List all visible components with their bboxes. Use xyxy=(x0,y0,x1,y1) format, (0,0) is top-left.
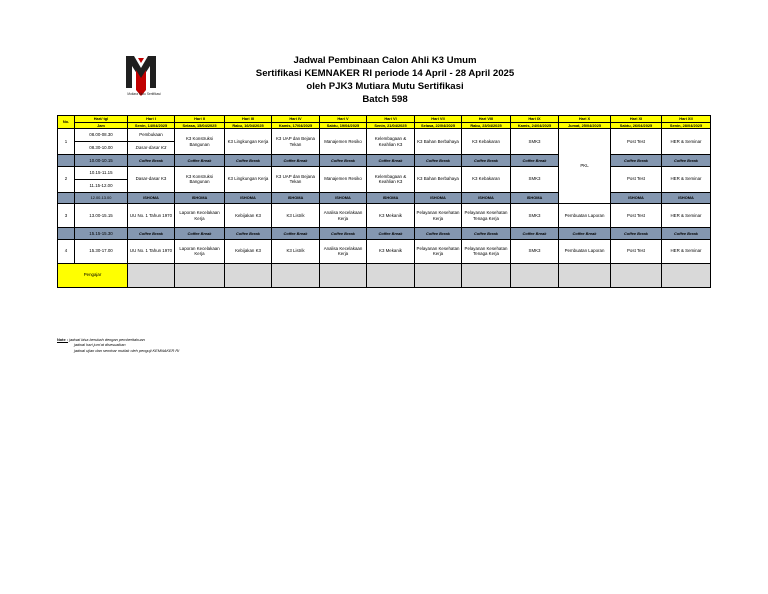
pengajar-row xyxy=(58,263,711,287)
break-cell: Coffee Break xyxy=(415,155,462,167)
note-section xyxy=(57,337,179,353)
break-cell: Coffee Break xyxy=(611,155,662,167)
schedule-cell: K3 Listrik xyxy=(272,239,320,263)
schedule-cell: K3 Kebakaran xyxy=(462,166,511,192)
day-header: Hari VI xyxy=(367,116,415,123)
schedule-cell: K3 Lingkungan Kerja xyxy=(225,166,272,192)
break-cell: Coffee Break xyxy=(662,228,711,240)
break-cell: Coffee Break xyxy=(462,228,511,240)
title-line-2: Sertifikasi KEMNAKER RI periode 14 April - 28 April 2025 xyxy=(255,68,515,79)
pkl-cell: PKL xyxy=(559,129,611,204)
pengajar-cell xyxy=(175,263,225,287)
schedule-cell: HER & Seminar xyxy=(662,166,711,192)
schedule-cell: Analisa Kecelakaan Kerja xyxy=(320,204,367,228)
ishoma-row xyxy=(58,192,711,204)
row-number: 1 xyxy=(58,129,75,155)
break-cell: Coffee Break xyxy=(128,155,175,167)
schedule-cell: UU No. 1 Tahun 1970 xyxy=(128,204,175,228)
pengajar-cell xyxy=(559,263,611,287)
schedule-cell: Post Test xyxy=(611,129,662,155)
schedule-cell: Kebijakan K3 xyxy=(225,204,272,228)
pengajar-cell xyxy=(415,263,462,287)
schedule-cell: Post Test xyxy=(611,166,662,192)
date-header: Sabtu, 26/04/2025 xyxy=(611,122,662,129)
schedule-cell: K3 Kebakaran xyxy=(462,129,511,155)
ishoma-cell: ISHOMA xyxy=(462,192,511,204)
pengajar-cell xyxy=(272,263,320,287)
note-line: jadwal bisa berubah dengan pemberitahuan xyxy=(69,337,145,342)
schedule-cell: K3 Mekanik xyxy=(367,239,415,263)
schedule-cell: Pembukaan xyxy=(128,129,175,142)
break-row xyxy=(58,155,711,167)
ishoma-cell: ISHOMA xyxy=(415,192,462,204)
schedule-cell: SMK3 xyxy=(511,129,559,155)
title-line-3: oleh PJK3 Mutiara Mutu Sertifikasi xyxy=(306,81,464,92)
pengajar-label: Pengajar xyxy=(58,263,128,287)
break-cell: Coffee Break xyxy=(175,155,225,167)
time-cell: 08.00-08.30 xyxy=(75,129,128,142)
schedule-cell: HER & Seminar xyxy=(662,204,711,228)
schedule-cell: Laporan Kecelakaan Kerja xyxy=(175,239,225,263)
row-number: 2 xyxy=(58,166,75,192)
schedule-cell: Pelayanan Kesehatan Tenaga Kerja xyxy=(462,239,511,263)
empty-cell xyxy=(58,155,75,167)
schedule-table xyxy=(57,115,711,288)
session-row xyxy=(58,204,711,228)
schedule-cell: HER & Seminar xyxy=(662,239,711,263)
row-number: 4 xyxy=(58,239,75,263)
day-header: Hari III xyxy=(225,116,272,123)
jam-header: Jam xyxy=(75,122,128,129)
hari-header: Hari/ tgl xyxy=(75,116,128,123)
document-title xyxy=(220,54,550,106)
schedule-cell: Manajemen Resiko xyxy=(320,129,367,155)
ishoma-cell: ISHOMA xyxy=(128,192,175,204)
break-cell: Coffee Break xyxy=(320,228,367,240)
date-header: Kamis, 17/04/2025 xyxy=(272,122,320,129)
date-header: Kamis, 24/04/2025 xyxy=(511,122,559,129)
break-cell: Coffee Break xyxy=(225,228,272,240)
note-line: jadwal hari jum'at disesuaikan xyxy=(74,342,126,348)
schedule-cell: Pelayanan Kesehatan Kerja xyxy=(415,204,462,228)
time-cell: 10.15-11.15 xyxy=(75,166,128,179)
break-cell: Coffee Break xyxy=(320,155,367,167)
ishoma-cell: ISHOMA xyxy=(611,192,662,204)
schedule-cell: K3 Bahan Berbahaya xyxy=(415,129,462,155)
break-cell: Coffee Break xyxy=(511,155,559,167)
schedule-cell: Post Test xyxy=(611,204,662,228)
day-header: Hari V xyxy=(320,116,367,123)
break-cell: Coffee Break xyxy=(611,228,662,240)
schedule-cell: Pembuatan Laporan xyxy=(559,204,611,228)
schedule-cell: Manajemen Resiko xyxy=(320,166,367,192)
schedule-cell: K3 Konstruksi Bangunan xyxy=(175,129,225,155)
session-row xyxy=(58,129,711,142)
schedule-cell: Kelembagaan & Keahlian K3 xyxy=(367,166,415,192)
schedule-cell: Laporan Kecelakaan Kerja xyxy=(175,204,225,228)
ishoma-cell: ISHOMA xyxy=(272,192,320,204)
pengajar-cell xyxy=(611,263,662,287)
schedule-cell: HER & Seminar xyxy=(662,129,711,155)
break-row xyxy=(58,228,711,240)
date-header: Rabu, 16/04/2025 xyxy=(225,122,272,129)
time-cell: 15.15-15.30 xyxy=(75,228,128,240)
break-cell: Coffee Break xyxy=(128,228,175,240)
break-cell: Coffee Break xyxy=(662,155,711,167)
schedule-cell: Pelayanan Kesehatan Tenaga Kerja xyxy=(462,204,511,228)
date-header: Senin, 21/04/2025 xyxy=(367,122,415,129)
brand-name: Mutiara Mutu Sertifikasi xyxy=(127,92,161,96)
day-header: Hari XI xyxy=(611,116,662,123)
schedule-cell: Kelembagaan & Keahlian K3 xyxy=(367,129,415,155)
pengajar-cell xyxy=(320,263,367,287)
day-header: Hari XII xyxy=(662,116,711,123)
schedule-cell: Analisa Kecelakaan Kerja xyxy=(320,239,367,263)
schedule-cell: K3 Lingkungan Kerja xyxy=(225,129,272,155)
pengajar-cell xyxy=(128,263,175,287)
break-cell: Coffee Break xyxy=(367,228,415,240)
time-cell: 11.15-12.00 xyxy=(75,179,128,192)
ishoma-cell: ISHOMA xyxy=(511,192,559,204)
break-cell: Coffee Break xyxy=(367,155,415,167)
pengajar-cell xyxy=(662,263,711,287)
date-header: Senin, 14/04/2025 xyxy=(128,122,175,129)
break-cell: Coffee Break xyxy=(272,228,320,240)
title-line-1: Jadwal Pembinaan Calon Ahli K3 Umum xyxy=(293,55,477,66)
date-header: Selasa, 22/04/2025 xyxy=(415,122,462,129)
empty-cell xyxy=(58,192,75,204)
schedule-cell: Pelayanan Kesehatan Kerja xyxy=(415,239,462,263)
ishoma-cell: ISHOMA xyxy=(320,192,367,204)
ishoma-cell: ISHOMA xyxy=(225,192,272,204)
break-cell: Coffee Break xyxy=(559,228,611,240)
schedule-cell: SMK3 xyxy=(511,239,559,263)
date-header: Sabtu, 19/04/2025 xyxy=(320,122,367,129)
time-cell: 15.30-17.00 xyxy=(75,239,128,263)
empty-cell xyxy=(58,228,75,240)
schedule-cell: UU No. 1 Tahun 1970 xyxy=(128,239,175,263)
date-header: Senin, 28/04/2025 xyxy=(662,122,711,129)
day-header: Hari X xyxy=(559,116,611,123)
break-cell: Coffee Break xyxy=(175,228,225,240)
note-line: jadwal ujian dan seminar mutlak oleh penguji KEMNAKER RI xyxy=(74,347,180,353)
date-header: Rabu, 23/04/2025 xyxy=(462,122,511,129)
schedule-cell: SMK3 xyxy=(511,166,559,192)
session-row xyxy=(58,166,711,179)
schedule-cell: Kebijakan K3 xyxy=(225,239,272,263)
schedule-cell: K3 Listrik xyxy=(272,204,320,228)
time-cell: 13.00-15.15 xyxy=(75,204,128,228)
pengajar-cell xyxy=(225,263,272,287)
ishoma-cell: ISHOMA xyxy=(175,192,225,204)
pengajar-cell xyxy=(462,263,511,287)
day-header: Hari IV xyxy=(272,116,320,123)
ishoma-cell: ISHOMA xyxy=(662,192,711,204)
break-cell: Coffee Break xyxy=(462,155,511,167)
ishoma-cell: ISHOMA xyxy=(367,192,415,204)
schedule-cell: K3 Mekanik xyxy=(367,204,415,228)
time-cell: 10.00-10.15 xyxy=(75,155,128,167)
schedule-cell: SMK3 xyxy=(511,204,559,228)
session-row xyxy=(58,239,711,263)
pengajar-cell xyxy=(511,263,559,287)
day-header: Hari II xyxy=(175,116,225,123)
schedule-cell: K3 UAP dan Bejana Tekan xyxy=(272,166,320,192)
date-header: Selasa, 15/04/2025 xyxy=(175,122,225,129)
day-header: Hari VII xyxy=(415,116,462,123)
time-cell: 12.00-13.00 xyxy=(75,192,128,204)
row-number: 3 xyxy=(58,204,75,228)
date-header: Jumat, 25/04/2025 xyxy=(559,122,611,129)
schedule-cell: K3 Konstruksi Bangunan xyxy=(175,166,225,192)
time-cell: 08.30-10.00 xyxy=(75,142,128,155)
schedule-cell: K3 UAP dan Bejana Tekan xyxy=(272,129,320,155)
note-label: Note : xyxy=(57,337,69,342)
break-cell: Coffee Break xyxy=(415,228,462,240)
schedule-cell: Post Test xyxy=(611,239,662,263)
day-header: Hari VIII xyxy=(462,116,511,123)
break-cell: Coffee Break xyxy=(225,155,272,167)
schedule-cell: Dasar-dasar K3 xyxy=(128,166,175,192)
schedule-cell: K3 Bahan Berbahaya xyxy=(415,166,462,192)
no-header: No. xyxy=(58,116,75,129)
break-cell: Coffee Break xyxy=(272,155,320,167)
pengajar-cell xyxy=(367,263,415,287)
schedule-cell: Dasar-dasar K3 xyxy=(128,142,175,155)
title-line-4: Batch 598 xyxy=(362,94,408,105)
day-header: Hari I xyxy=(128,116,175,123)
day-header: Hari IX xyxy=(511,116,559,123)
break-cell: Coffee Break xyxy=(511,228,559,240)
schedule-cell: Pembuatan Laporan xyxy=(559,239,611,263)
